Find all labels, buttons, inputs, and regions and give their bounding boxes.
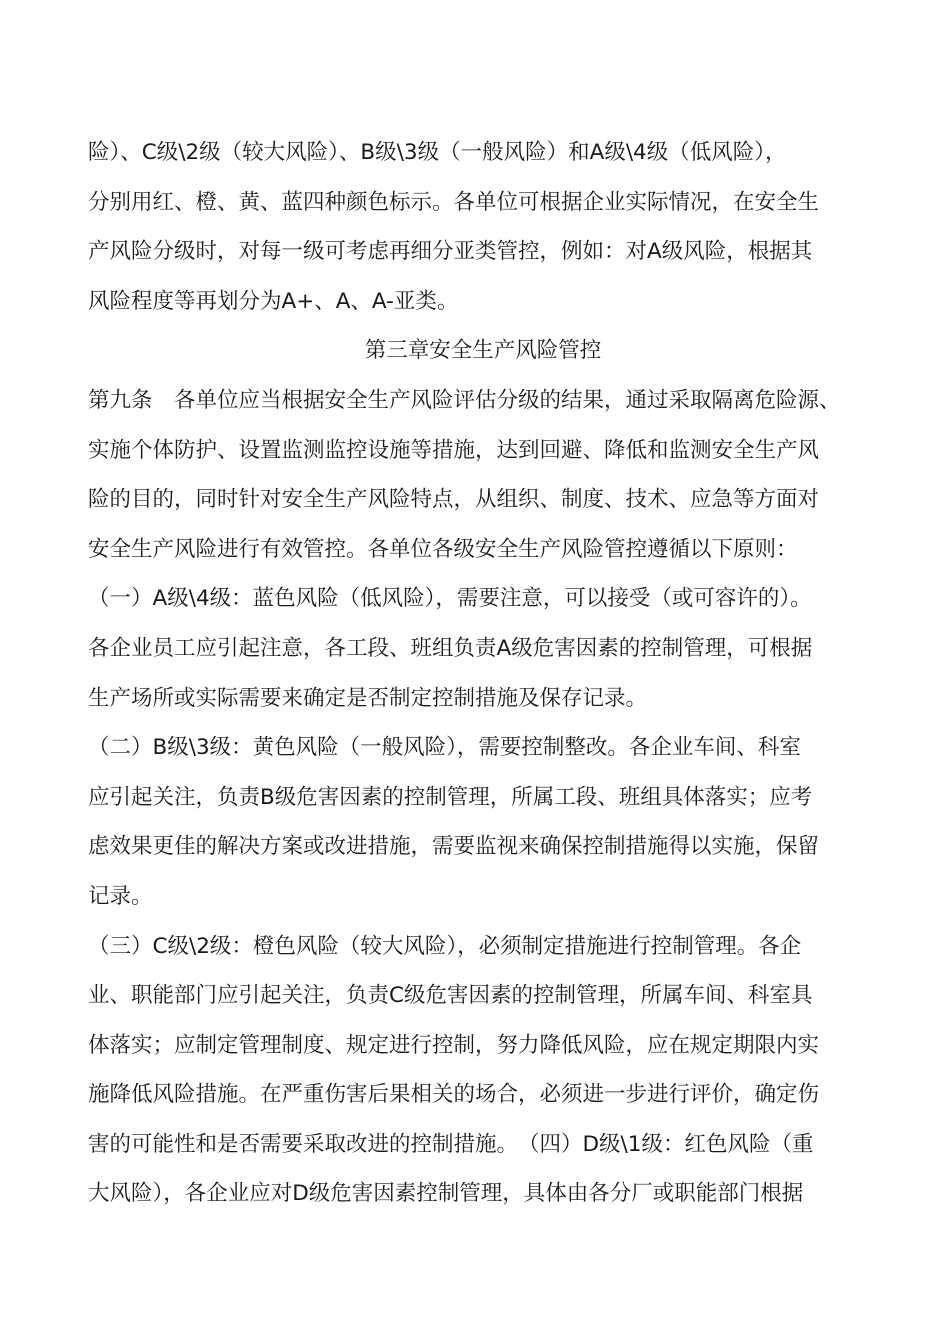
paragraph-line: 分别用红、橙、黄、蓝四种颜色标示。各单位可根据企业实际情况，在安全生 bbox=[88, 189, 820, 215]
paragraph-line: 虑效果更佳的解决方案或改进措施，需要监视来确保控制措施得以实施，保留 bbox=[88, 834, 820, 860]
paragraph-line: 生产场所或实际需要来确定是否制定控制措施及保存记录。 bbox=[88, 685, 648, 711]
paragraph-line: 险）、C级\2级（较大风险）、B级\3级（一般风险）和A级\4级（低风险）， bbox=[88, 140, 787, 165]
paragraph-line: 大风险），各企业应对D级危害因素控制管理，具体由各分厂或职能部门根据 bbox=[88, 1181, 804, 1207]
paragraph-line: 实施个体防护、设置监测监控设施等措施，达到回避、降低和监测安全生产风 bbox=[88, 437, 820, 463]
paragraph-line: 害的可能性和是否需要采取改进的控制措施。 （四）D级\1级：红色风险（重 bbox=[88, 1131, 814, 1157]
paragraph-line: 施降低风险措施。在严重伤害后果相关的场合，必须进一步进行评价，确定伤 bbox=[88, 1082, 820, 1108]
paragraph-line: （一）A级\4级：蓝色风险（低风险），需要注意，可以接受（或可容许的）。 bbox=[88, 586, 812, 612]
paragraph-line: 各企业员工应引起注意，各工段、班组负责A级危害因素的控制管理，可根据 bbox=[88, 635, 813, 661]
paragraph-line: 产风险分级时，对每一级可考虑再细分亚类管控，例如：对A级风险，根据其 bbox=[88, 239, 813, 265]
document-body bbox=[88, 128, 878, 1219]
paragraph-line: 第九条 各单位应当根据安全生产风险评估分级的结果，通过采取隔离危险源、 bbox=[88, 387, 841, 413]
paragraph-line: 安全生产风险进行有效管控。各单位各级安全生产风险管控遵循以下原则： bbox=[88, 536, 798, 562]
paragraph-line: 险的目的，同时针对安全生产风险特点，从组织、制度、技术、应急等方面对 bbox=[88, 487, 820, 513]
paragraph-line: 风险程度等再划分为A+、A、A-亚类。 bbox=[88, 288, 459, 314]
chapter-heading: 第三章安全生产风险管控 bbox=[364, 338, 602, 364]
paragraph-line: （二）B级\3级：黄色风险（一般风险），需要控制整改。各企业车间、科室 bbox=[88, 735, 801, 761]
paragraph-line: 记录。 bbox=[88, 883, 153, 909]
paragraph-line: 业、职能部门应引起关注，负责C级危害因素的控制管理，所属车间、科室具 bbox=[88, 983, 813, 1009]
paragraph-line: （三）C级\2级：橙色风险（较大风险），必须制定措施进行控制管理。各企 bbox=[88, 933, 802, 959]
paragraph-line: 应引起关注，负责B级危害因素的控制管理，所属工段、班组具体落实；应考 bbox=[88, 784, 813, 810]
paragraph-line: 体落实；应制定管理制度、规定进行控制，努力降低风险，应在规定期限内实 bbox=[88, 1032, 820, 1058]
